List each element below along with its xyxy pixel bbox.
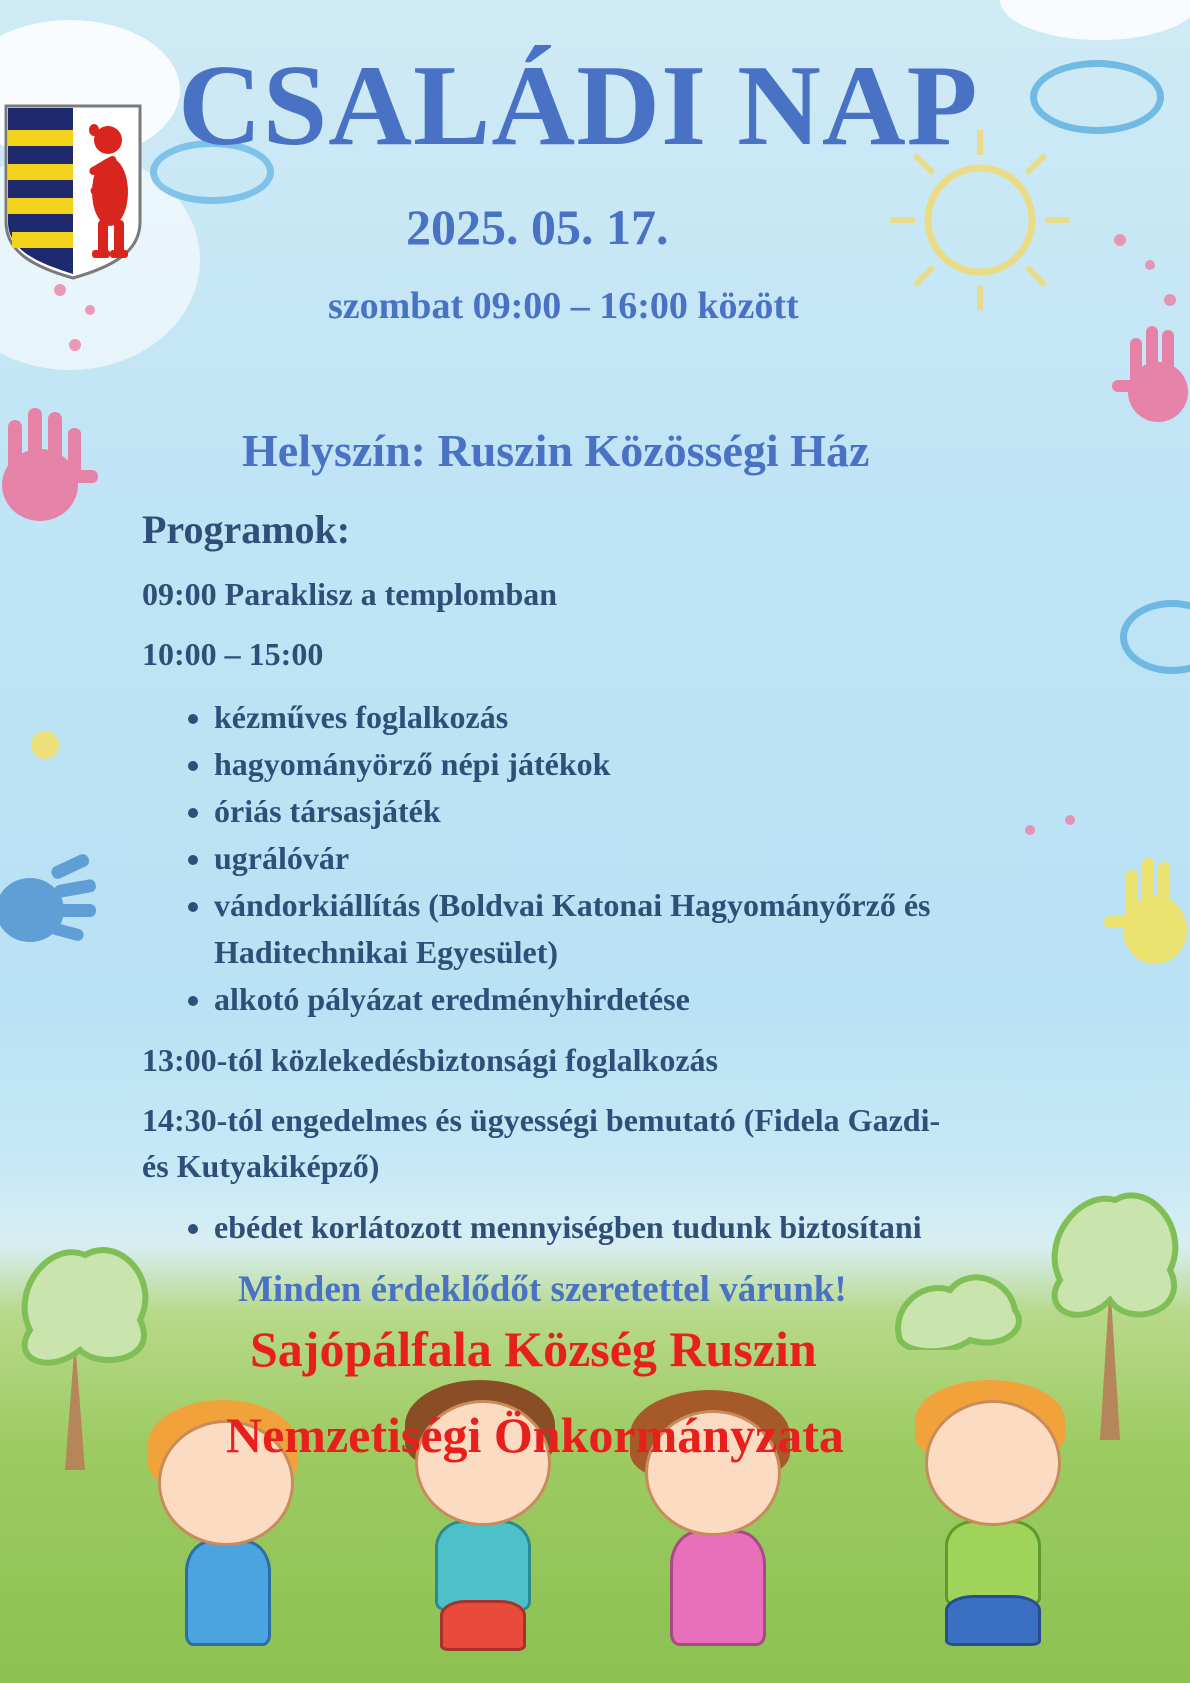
coat-of-arms-icon bbox=[2, 102, 144, 282]
programs-heading: Programok: bbox=[142, 507, 351, 552]
poster-title: CSALÁDI NAP bbox=[178, 42, 979, 170]
list-item: • kézműves foglalkozás bbox=[214, 694, 930, 741]
program-line-dogshow-2: és Kutyakiképző) bbox=[142, 1148, 380, 1184]
bush-illustration bbox=[890, 1260, 1030, 1350]
organizer-line-2: Nemzetiségi Önkormányzata bbox=[226, 1407, 844, 1463]
program-line-mass: 09:00 Paraklisz a templomban bbox=[142, 576, 558, 612]
event-date: 2025. 05. 17. bbox=[406, 199, 669, 255]
program-line-timespan: 10:00 – 15:00 bbox=[142, 636, 324, 672]
list-item-text: vándorkiállítás (Boldvai Katonai Hagyományőrző és bbox=[214, 887, 931, 923]
list-item bbox=[214, 882, 930, 976]
program-line-traffic: 13:00-tól közlekedésbiztonsági foglalkozás bbox=[142, 1042, 718, 1078]
activity-list bbox=[178, 694, 930, 1023]
list-item: • óriás társasjáték bbox=[214, 788, 930, 835]
list-item: • hagyományörző népi játékok bbox=[214, 741, 930, 788]
program-line-dogshow-1: 14:30-tól engedelmes és ügyességi bemutató (Fidela Gazdi- bbox=[142, 1102, 941, 1138]
list-item-text: Haditechnikai Egyesület) bbox=[214, 934, 559, 970]
organizer-line-1: Sajópálfala Község Ruszin bbox=[250, 1321, 817, 1377]
list-item: • ugrálóvár bbox=[214, 835, 930, 882]
invitation-text: Minden érdeklődőt szeretettel várunk! bbox=[238, 1269, 847, 1310]
list-item: • alkotó pályázat eredményhirdetése bbox=[214, 976, 930, 1023]
lunch-note: • ebédet korlátozott mennyiségben tudunk biztosítani bbox=[214, 1204, 922, 1251]
lunch-note-list bbox=[178, 1204, 922, 1251]
event-venue: Helyszín: Ruszin Közösségi Ház bbox=[242, 425, 870, 476]
event-time: szombat 09:00 – 16:00 között bbox=[328, 285, 799, 327]
